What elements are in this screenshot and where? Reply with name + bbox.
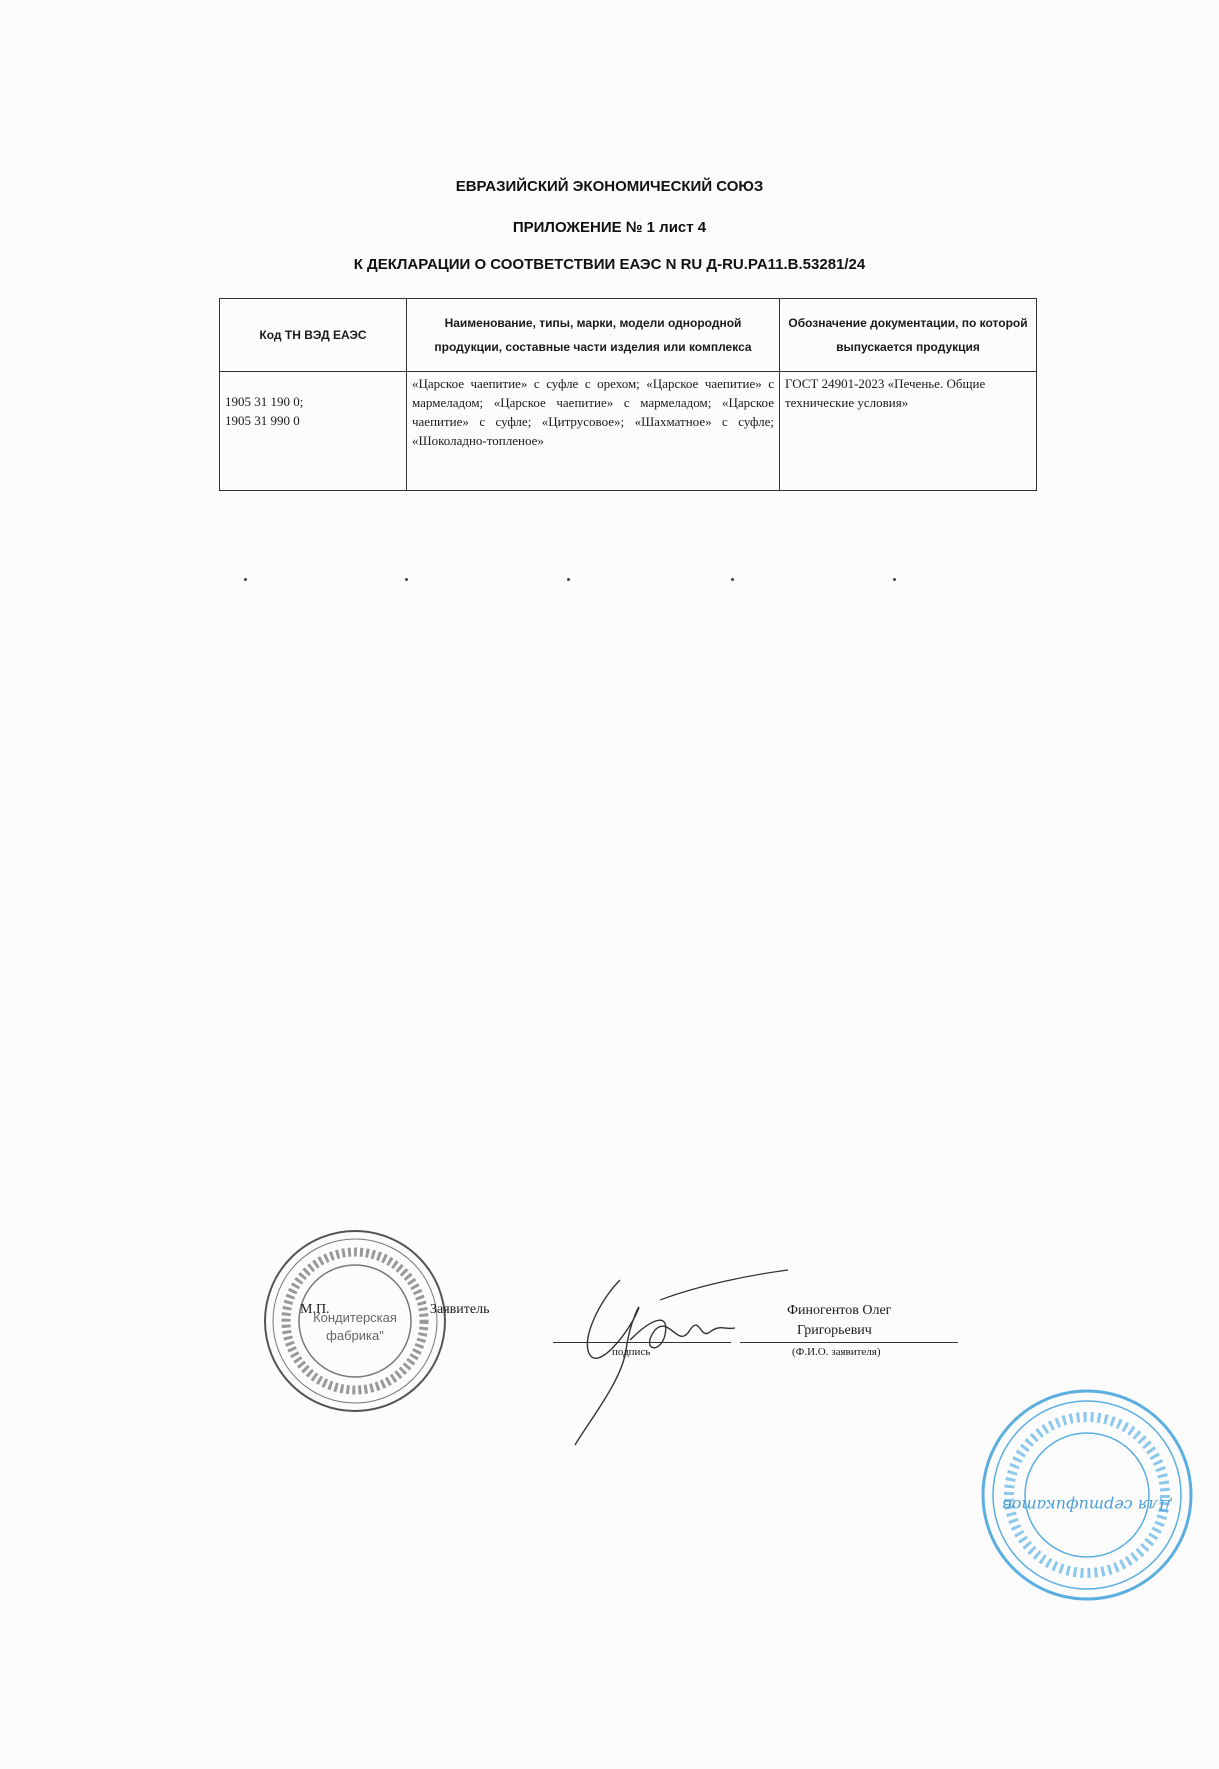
product-table [219, 298, 1037, 491]
union-title: ЕВРАЗИЙСКИЙ ЭКОНОМИЧЕСКИЙ СОЮЗ [455, 178, 764, 195]
seal-left-line-1: Кондитерская [313, 1310, 397, 1325]
applicant-label: Заявитель [430, 1302, 490, 1317]
seal-left-text [262, 1228, 448, 1414]
signature-line [553, 1342, 731, 1343]
applicant-name-line-2: Григорьевич [797, 1323, 872, 1338]
cell-documentation: ГОСТ 24901-2023 «Печенье. Общие технические условия» [780, 372, 1037, 491]
declaration-title: К ДЕКЛАРАЦИИ О СООТВЕТСТВИИ ЕАЭС N RU Д-RU.PA11.B.53281/24 [353, 256, 866, 273]
cell-product-names: «Царское чаепитие» с суфле с орехом; «Царское чаепитие» с мармеладом; «Царское чаепитие» с мармеладом; «Царское чаепитие» с суфле; «Цитрусовое»; «Шахматное» с суфле; «Шоколадно-топленое» [407, 372, 780, 491]
seal-right-text: Для сертификатов [1002, 1496, 1172, 1515]
hs-code-1: 1905 31 190 0; [225, 394, 304, 409]
table-row [220, 372, 1037, 491]
table-header-row [220, 299, 1037, 372]
fio-caption: (Ф.И.О. заявителя) [792, 1346, 881, 1358]
dot [567, 578, 570, 581]
dot [405, 578, 408, 581]
applicant-name-line-1: Финогентов Олег [787, 1303, 892, 1318]
seal-left-line-2: фабрика" [326, 1328, 384, 1343]
cell-hs-codes [220, 372, 407, 491]
dot [244, 578, 247, 581]
dot-separator [0, 578, 1219, 584]
appendix-title: ПРИЛОЖЕНИЕ № 1 лист 4 [512, 219, 707, 236]
name-line [740, 1342, 958, 1343]
handwritten-signature [560, 1260, 790, 1450]
dot [731, 578, 734, 581]
dot [893, 578, 896, 581]
mp-label: М.П. [300, 1302, 330, 1317]
hs-code-2: 1905 31 990 0 [225, 413, 300, 428]
signature-caption: подпись [612, 1346, 651, 1358]
header-hs-code: Код ТН ВЭД ЕАЭС [220, 299, 407, 372]
header-documentation: Обозначение документации, по которой выпускается продукция [780, 299, 1037, 372]
header-product-name: Наименование, типы, марки, модели однородной продукции, составные части изделия или комплекса [407, 299, 780, 372]
certificate-seal-right [978, 1386, 1196, 1604]
